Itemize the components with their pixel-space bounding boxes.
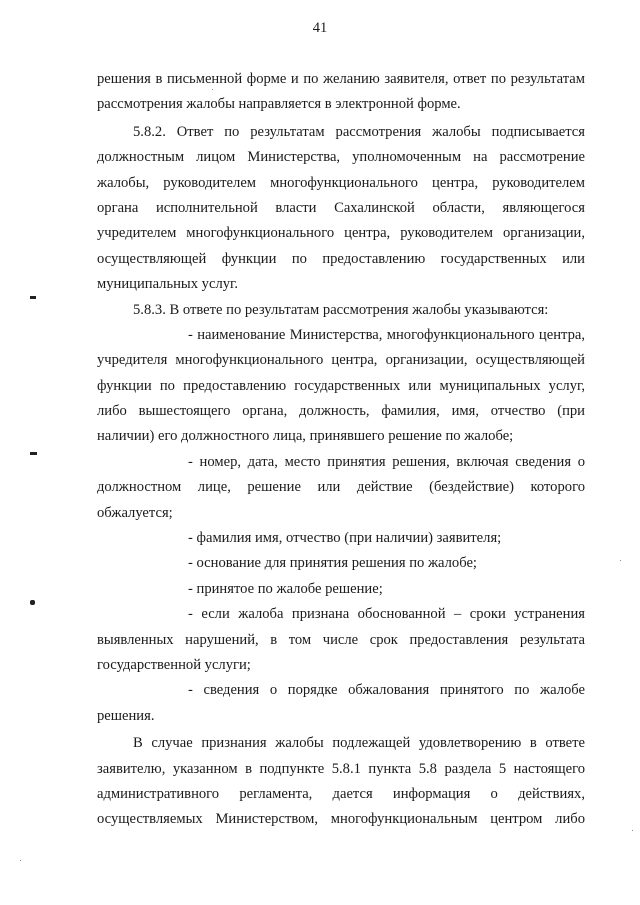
scan-speck	[620, 560, 621, 561]
text-line: осуществляемых Министерством, многофункциональным центром либо	[97, 811, 585, 828]
text-line: государственной услуги;	[97, 656, 251, 673]
text-line: - основание для принятия решения по жалобе;	[188, 555, 477, 572]
text-line: муниципальных услуг.	[97, 276, 239, 293]
scan-mark	[30, 296, 36, 299]
text-line: учредителя многофункционального центра, организации, осуществляющей	[97, 352, 585, 369]
page-number: 41	[312, 20, 328, 36]
text-line: жалобы, руководителем многофункционального центра, руководителем	[97, 174, 585, 191]
text-line: - если жалоба признана обоснованной – сроки устранения	[188, 606, 585, 623]
text-line: учредителем многофункционального центра, руководителем организации,	[97, 225, 585, 242]
text-line: осуществляющей функции по предоставлению государственных или	[97, 250, 585, 267]
text-line: - фамилия имя, отчество (при наличии) заявителя;	[188, 530, 502, 547]
text-line: решения в письменной форме и по желанию заявителя, ответ по результатам	[97, 71, 585, 87]
scan-speck	[632, 830, 633, 831]
text-line: 5.8.3. В ответе по результатам рассмотрения жалобы указываются:	[133, 301, 549, 318]
text-line: органа исполнительной власти Сахалинской области, являющегося	[97, 199, 585, 216]
text-line: заявителю, указанном в подпункте 5.8.1 пункта 5.8 раздела 5 настоящего	[97, 760, 585, 777]
text-line: обжалуется;	[97, 504, 173, 521]
text-line: административного регламента, дается информация о действиях,	[97, 785, 585, 802]
text-line: - номер, дата, место принятия решения, включая сведения о	[188, 453, 585, 470]
text-line: должностном лице, решение или действие (бездействие) которого	[97, 479, 585, 496]
text-line: должностным лицом Министерства, уполномоченным на рассмотрение	[97, 149, 585, 166]
text-line: 5.8.2. Ответ по результатам рассмотрения жалобы подписывается	[133, 123, 585, 140]
text-line: рассмотрения жалобы направляется в электронной форме.	[97, 96, 461, 113]
text-line: решения.	[97, 707, 155, 724]
text-line: - сведения о порядке обжалования принятого по жалобе	[188, 682, 585, 699]
text-line: функции по предоставлению государственных или муниципальных услуг,	[97, 377, 585, 394]
text-line: - наименование Министерства, многофункционального центра,	[188, 326, 585, 343]
text-line: - принятое по жалобе решение;	[188, 580, 383, 597]
text-line: наличии) его должностного лица, принявшего решение по жалобе;	[97, 428, 514, 445]
scan-mark	[30, 600, 35, 605]
scan-mark	[30, 452, 37, 455]
scan-speck	[20, 860, 21, 861]
text-line: В случае признания жалобы подлежащей удовлетворению в ответе	[133, 735, 585, 752]
text-line: выявленных нарушений, в том числе срок предоставления результата	[97, 631, 585, 648]
text-line: либо вышестоящего органа, должность, фамилия, имя, отчество (при	[97, 403, 585, 420]
body-text	[97, 67, 585, 833]
